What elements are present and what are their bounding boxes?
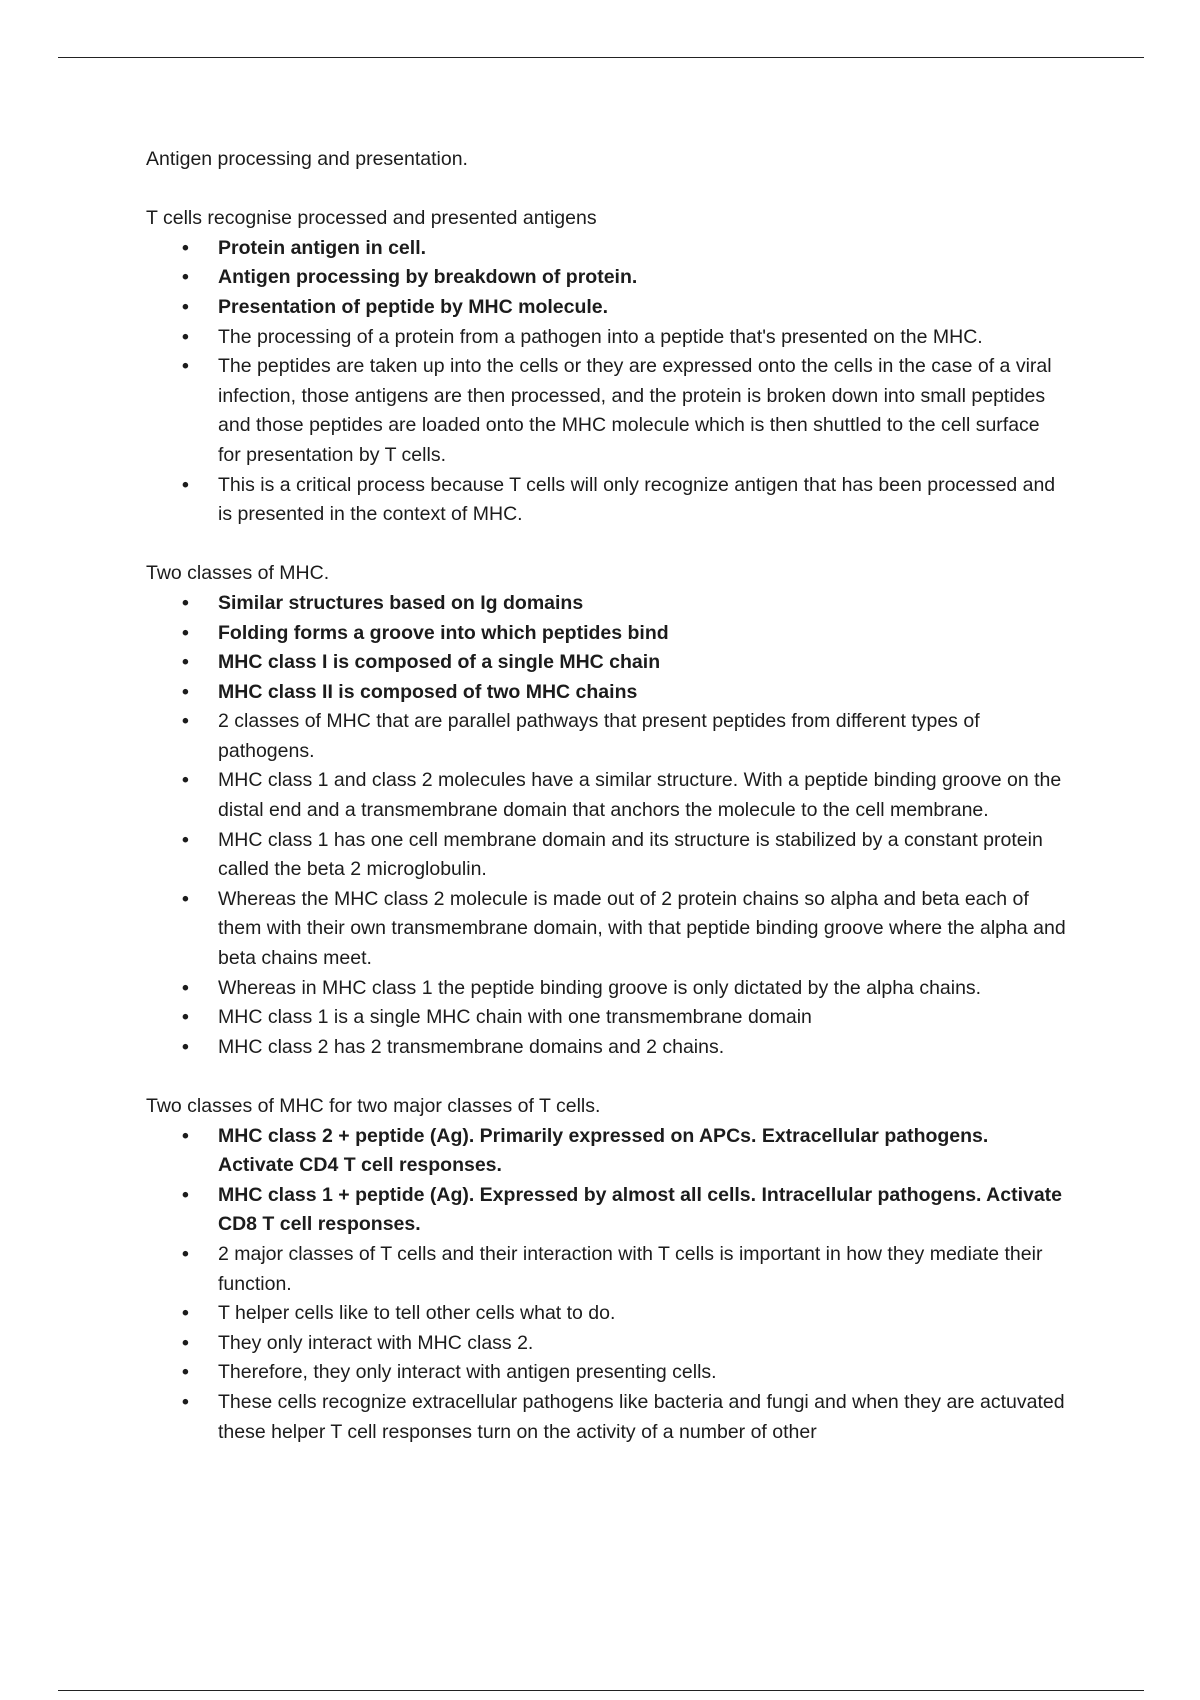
list-item: • Whereas the MHC class 2 molecule is made out of 2 protein chains so alpha and beta each of them with their own transmembrane domain, with that peptide binding groove where the alpha and beta chains meet.	[218, 885, 1066, 974]
footer-rule	[58, 1690, 1144, 1691]
list-item: • 2 major classes of T cells and their interaction with T cells is important in how they mediate their function.	[218, 1240, 1066, 1299]
list-item: • The peptides are taken up into the cells or they are expressed onto the cells in the case of a viral infection, those antigens are then processed, and the protein is broken down into small peptides and those peptides are loaded onto the MHC molecule which is then shuttled to the cell surface for presentation by T cells.	[218, 352, 1066, 470]
bullet-list	[146, 234, 1066, 530]
list-item: • MHC class 1 + peptide (Ag). Expressed by almost all cells. Intracellular pathogens. Activate CD8 T cell responses.	[218, 1181, 1066, 1240]
bullet-list	[146, 1122, 1066, 1448]
list-item: • Antigen processing by breakdown of protein.	[218, 263, 1066, 293]
list-item: • 2 classes of MHC that are parallel pathways that present peptides from different types of pathogens.	[218, 707, 1066, 766]
header-rule	[58, 57, 1144, 58]
section-heading: Two classes of MHC.	[146, 562, 330, 585]
list-item: • These cells recognize extracellular pathogens like bacteria and fungi and when they are actuvated these helper T cell responses turn on the activity of a number of other	[218, 1388, 1066, 1447]
list-item: • They only interact with MHC class 2.	[218, 1329, 1066, 1359]
list-item: • This is a critical process because T cells will only recognize antigen that has been processed and is presented in the context of MHC.	[218, 471, 1066, 530]
list-item: • T helper cells like to tell other cells what to do.	[218, 1299, 1066, 1329]
list-item: • Protein antigen in cell.	[218, 234, 1066, 264]
list-item: • MHC class 1 has one cell membrane domain and its structure is stabilized by a constant protein called the beta 2 microglobulin.	[218, 826, 1066, 885]
section-t-cells-recognise	[146, 204, 1066, 530]
document-body	[146, 145, 1066, 1477]
section-two-classes-t-cells	[146, 1092, 1066, 1447]
bullet-list	[146, 589, 1066, 1063]
document-title: Antigen processing and presentation.	[146, 148, 468, 170]
section-heading: T cells recognise processed and presented antigens	[146, 207, 597, 230]
list-item: • MHC class 1 and class 2 molecules have a similar structure. With a peptide binding groove on the distal end and a transmembrane domain that anchors the molecule to the cell membrane.	[218, 766, 1066, 825]
list-item: • MHC class I is composed of a single MHC chain	[218, 648, 1066, 678]
list-item: • Folding forms a groove into which peptides bind	[218, 619, 1066, 649]
list-item: • Similar structures based on Ig domains	[218, 589, 1066, 619]
list-item: • The processing of a protein from a pathogen into a peptide that's presented on the MHC.	[218, 323, 1066, 353]
list-item: • Whereas in MHC class 1 the peptide binding groove is only dictated by the alpha chains.	[218, 974, 1066, 1004]
list-item: • Presentation of peptide by MHC molecule.	[218, 293, 1066, 323]
list-item: • MHC class 1 is a single MHC chain with one transmembrane domain	[218, 1003, 1066, 1033]
section-title	[146, 145, 1066, 175]
section-two-classes-mhc	[146, 559, 1066, 1062]
list-item: • MHC class 2 has 2 transmembrane domains and 2 chains.	[218, 1033, 1066, 1063]
section-heading: Two classes of MHC for two major classes of T cells.	[146, 1095, 601, 1117]
list-item: • MHC class II is composed of two MHC chains	[218, 678, 1066, 708]
list-item: • Therefore, they only interact with antigen presenting cells.	[218, 1358, 1066, 1388]
list-item: • MHC class 2 + peptide (Ag). Primarily expressed on APCs. Extracellular pathogens. Activate CD4 T cell responses.	[218, 1122, 1066, 1181]
